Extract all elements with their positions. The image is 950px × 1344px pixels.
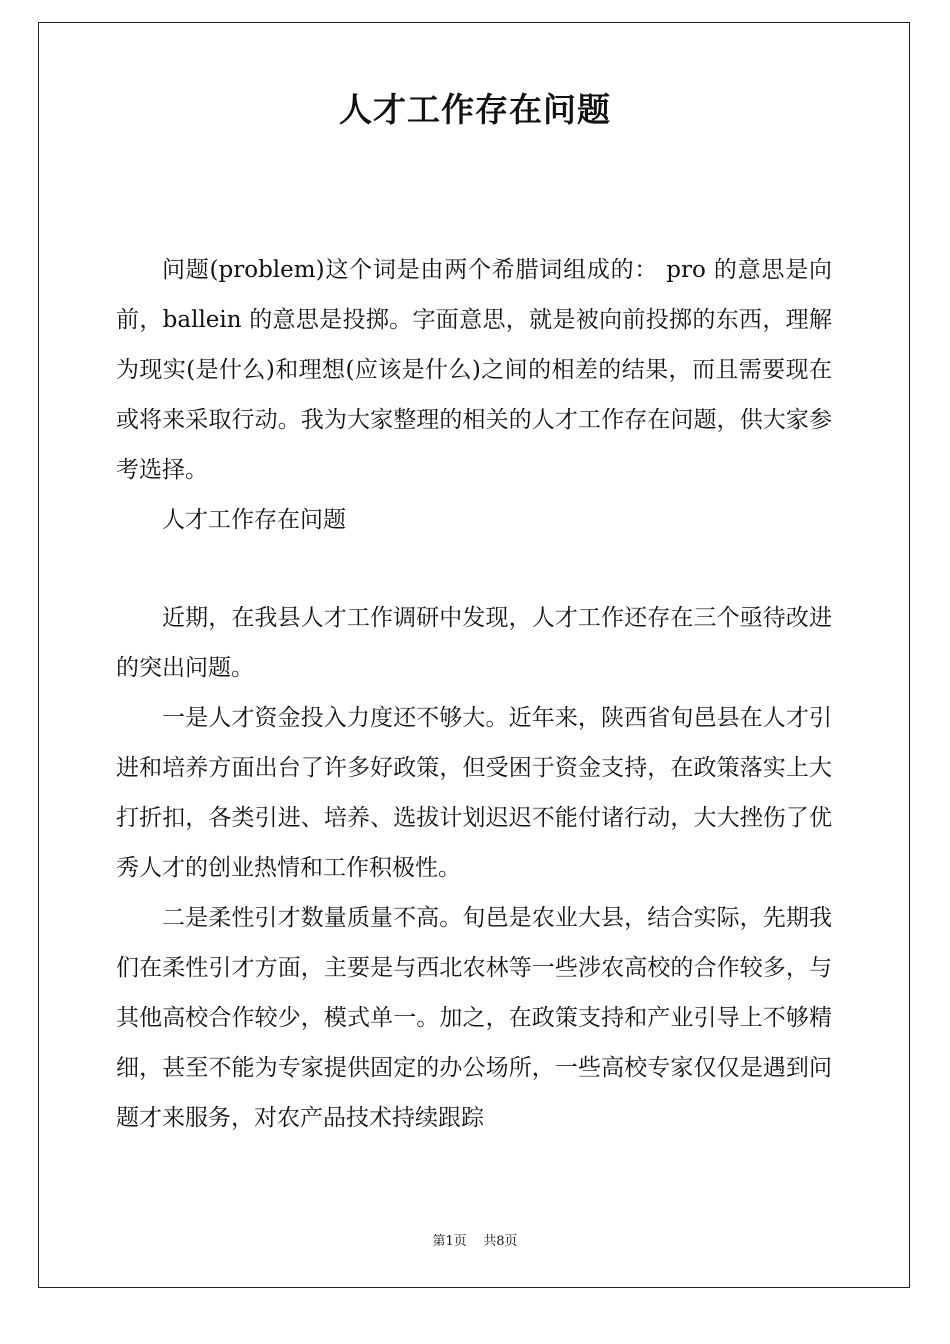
intro-block	[116, 245, 832, 545]
document-title: 人才工作存在问题	[339, 90, 611, 129]
body-paragraph-3: 二是柔性引才数量质量不高。旬邑是农业大县，结合实际，先期我们在柔性引才方面，主要是与西北农林等一些涉农高校的合作较多，与其他高校合作较少，模式单一。加之，在政策支持和产业引导上不够精细，甚至不能为专家提供固定的办公场所，一些高校专家仅仅是遇到问题才来服务，对农产品技术持续跟踪	[116, 905, 832, 1131]
page-number: 第1页	[432, 1234, 467, 1249]
page-total: 共8页	[483, 1234, 518, 1249]
section-subheading: 人才工作存在问题	[162, 507, 346, 533]
page-footer	[0, 1232, 950, 1252]
intro-paragraph: 问题(problem)这个词是由两个希腊词组成的： pro 的意思是向前，ballein 的意思是投掷。字面意思，就是被向前投掷的东西，理解为现实(是什么)和理想(应该是什么)之间的相差的结果，而且需要现在或将来采取行动。我为大家整理的相关的人才工作存在问题，供大家参考选择。	[116, 257, 832, 483]
body-paragraph-1: 近期，在我县人才工作调研中发现，人才工作还存在三个亟待改进的突出问题。	[116, 605, 832, 681]
content-block	[116, 593, 832, 1143]
body-paragraph-2: 一是人才资金投入力度还不够大。近年来，陕西省旬邑县在人才引进和培养方面出台了许多好政策，但受困于资金支持，在政策落实上大打折扣，各类引进、培养、选拔计划迟迟不能付诸行动，大大挫伤了优秀人才的创业热情和工作积极性。	[116, 705, 832, 881]
